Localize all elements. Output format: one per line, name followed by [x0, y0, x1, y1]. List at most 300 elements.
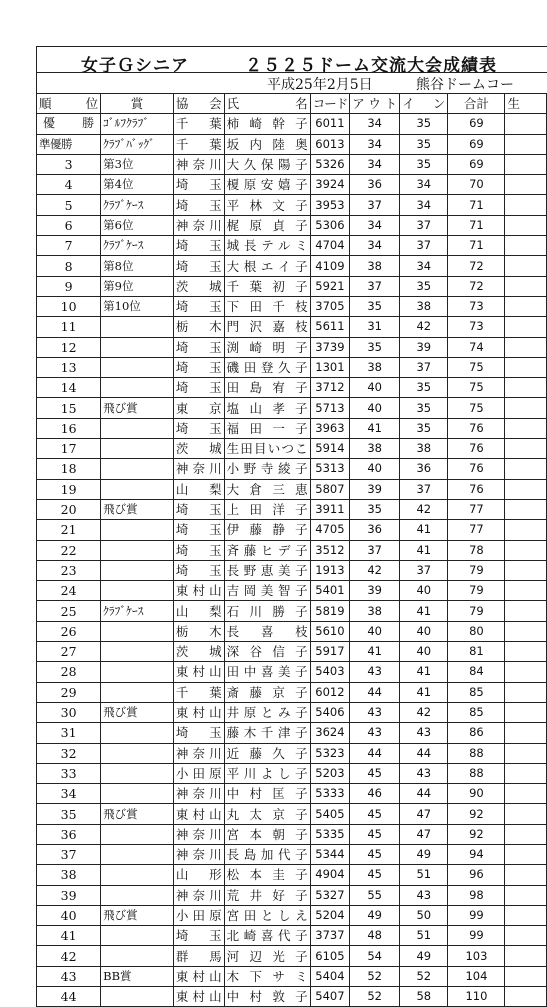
rank-cell: 12	[37, 337, 101, 357]
player-name-cell: 河辺光子	[224, 946, 310, 966]
code-cell: 5713	[310, 398, 350, 418]
code-cell: 5807	[310, 479, 350, 499]
association-cell: 千葉	[173, 114, 224, 134]
total-score-cell: 85	[448, 682, 505, 702]
prize-cell	[101, 337, 174, 357]
rank-cell: 8	[37, 256, 101, 276]
rank-cell: 優勝	[37, 114, 101, 134]
prize-cell: 飛び賞	[101, 499, 174, 519]
out-score-cell: 41	[350, 642, 400, 662]
association-cell: 神奈川	[173, 824, 224, 844]
player-name-cell: 上田洋子	[224, 499, 310, 519]
rank-cell: 43	[37, 966, 101, 986]
association-cell: 神奈川	[173, 154, 224, 174]
date-venue-row	[36, 72, 547, 93]
out-score-cell: 35	[350, 337, 400, 357]
col-out-header: アウト	[350, 94, 400, 114]
prize-cell	[101, 357, 174, 377]
out-score-cell: 48	[350, 926, 400, 946]
rank-cell: 3	[37, 154, 101, 174]
rank-cell: 23	[37, 560, 101, 580]
rank-cell: 21	[37, 520, 101, 540]
birth-cell	[505, 459, 547, 479]
association-cell: 東村山	[173, 804, 224, 824]
in-score-cell: 42	[400, 702, 448, 722]
code-cell: 4705	[310, 520, 350, 540]
out-score-cell: 42	[350, 560, 400, 580]
association-cell: 群馬	[173, 946, 224, 966]
birth-cell	[505, 946, 547, 966]
player-name-cell: 生田目いつこ	[224, 439, 310, 459]
in-score-cell: 58	[400, 987, 448, 1007]
rank-cell: 19	[37, 479, 101, 499]
prize-cell: 飛び賞	[101, 398, 174, 418]
event-title: ２５２５ドーム交流大会成績表	[245, 56, 497, 76]
birth-cell	[505, 763, 547, 783]
association-cell: 神奈川	[173, 885, 224, 905]
association-cell: 埼玉	[173, 723, 224, 743]
table-row	[37, 296, 547, 316]
table-row	[37, 276, 547, 296]
prize-cell	[101, 418, 174, 438]
prize-cell	[101, 865, 174, 885]
in-score-cell: 44	[400, 743, 448, 763]
table-row	[37, 175, 547, 195]
total-score-cell: 81	[448, 642, 505, 662]
total-score-cell: 76	[448, 459, 505, 479]
col-birth-header: 生	[505, 94, 547, 114]
player-name-cell: 松本圭子	[224, 865, 310, 885]
birth-cell	[505, 784, 547, 804]
table-row	[37, 236, 547, 256]
table-row	[37, 601, 547, 621]
birth-cell	[505, 621, 547, 641]
prize-cell	[101, 439, 174, 459]
out-score-cell: 43	[350, 723, 400, 743]
prize-cell: 第6位	[101, 215, 174, 235]
in-score-cell: 35	[400, 378, 448, 398]
birth-cell	[505, 824, 547, 844]
association-cell: 東村山	[173, 581, 224, 601]
player-name-cell: 長野恵美子	[224, 560, 310, 580]
rank-cell: 37	[37, 844, 101, 864]
out-score-cell: 43	[350, 662, 400, 682]
player-name-cell: 平林文子	[224, 195, 310, 215]
birth-cell	[505, 378, 547, 398]
total-score-cell: 78	[448, 540, 505, 560]
total-score-cell: 77	[448, 499, 505, 519]
code-cell: 5327	[310, 885, 350, 905]
table-row	[37, 459, 547, 479]
code-cell: 6105	[310, 946, 350, 966]
table-row	[37, 479, 547, 499]
player-name-cell: 斉藤ヒデ子	[224, 540, 310, 560]
association-cell: 山梨	[173, 479, 224, 499]
player-name-cell: 長喜枝	[224, 621, 310, 641]
rank-cell: 31	[37, 723, 101, 743]
birth-cell	[505, 966, 547, 986]
out-score-cell: 40	[350, 621, 400, 641]
player-name-cell: 小野寺綾子	[224, 459, 310, 479]
player-name-cell: 塩山孝子	[224, 398, 310, 418]
prize-cell: 第9位	[101, 276, 174, 296]
total-score-cell: 80	[448, 621, 505, 641]
birth-cell	[505, 844, 547, 864]
table-row	[37, 824, 547, 844]
in-score-cell: 40	[400, 621, 448, 641]
prize-cell	[101, 763, 174, 783]
birth-cell	[505, 885, 547, 905]
rank-cell: 44	[37, 987, 101, 1007]
col-code-header: コード	[310, 94, 350, 114]
birth-cell	[505, 662, 547, 682]
out-score-cell: 52	[350, 966, 400, 986]
rank-cell: 29	[37, 682, 101, 702]
code-cell: 3911	[310, 499, 350, 519]
player-name-cell: 下田千枝	[224, 296, 310, 316]
out-score-cell: 34	[350, 154, 400, 174]
out-score-cell: 37	[350, 195, 400, 215]
in-score-cell: 37	[400, 357, 448, 377]
player-name-cell: 梶原貞子	[224, 215, 310, 235]
out-score-cell: 35	[350, 296, 400, 316]
total-score-cell: 69	[448, 114, 505, 134]
out-score-cell: 44	[350, 682, 400, 702]
table-row	[37, 114, 547, 134]
table-row	[37, 499, 547, 519]
rank-cell: 41	[37, 926, 101, 946]
table-row	[37, 642, 547, 662]
total-score-cell: 79	[448, 601, 505, 621]
player-name-cell: 藤木千津子	[224, 723, 310, 743]
player-name-cell: 福田一子	[224, 418, 310, 438]
total-score-cell: 79	[448, 560, 505, 580]
code-cell: 5335	[310, 824, 350, 844]
player-name-cell: 門沢嘉枝	[224, 317, 310, 337]
birth-cell	[505, 296, 547, 316]
prize-cell: ｸﾗﾌﾞﾊﾞｯｸﾞ	[101, 134, 174, 154]
prize-cell: ｺﾞﾙﾌｸﾗﾌﾞ	[101, 114, 174, 134]
code-cell: 4904	[310, 865, 350, 885]
code-cell: 3953	[310, 195, 350, 215]
out-score-cell: 54	[350, 946, 400, 966]
out-score-cell: 45	[350, 804, 400, 824]
table-row	[37, 662, 547, 682]
in-score-cell: 36	[400, 459, 448, 479]
prize-cell	[101, 824, 174, 844]
total-score-cell: 76	[448, 479, 505, 499]
code-cell: 4109	[310, 256, 350, 276]
in-score-cell: 37	[400, 215, 448, 235]
association-cell: 東村山	[173, 662, 224, 682]
prize-cell: BB賞	[101, 966, 174, 986]
table-row	[37, 134, 547, 154]
total-score-cell: 88	[448, 743, 505, 763]
col-in-header: イン	[400, 94, 448, 114]
prize-cell	[101, 642, 174, 662]
table-row	[37, 905, 547, 925]
code-cell: 3712	[310, 378, 350, 398]
code-cell: 3737	[310, 926, 350, 946]
code-cell: 5819	[310, 601, 350, 621]
association-cell: 埼玉	[173, 236, 224, 256]
rank-cell: 25	[37, 601, 101, 621]
results-table	[36, 93, 547, 1007]
out-score-cell: 39	[350, 581, 400, 601]
rank-cell: 17	[37, 439, 101, 459]
total-score-cell: 99	[448, 905, 505, 925]
association-cell: 埼玉	[173, 520, 224, 540]
player-name-cell: 伊藤静子	[224, 520, 310, 540]
birth-cell	[505, 357, 547, 377]
in-score-cell: 34	[400, 175, 448, 195]
out-score-cell: 34	[350, 114, 400, 134]
player-name-cell: 深谷信子	[224, 642, 310, 662]
in-score-cell: 35	[400, 114, 448, 134]
out-score-cell: 52	[350, 987, 400, 1007]
rank-cell: 34	[37, 784, 101, 804]
rank-cell: 27	[37, 642, 101, 662]
total-score-cell: 103	[448, 946, 505, 966]
code-cell: 3624	[310, 723, 350, 743]
birth-cell	[505, 540, 547, 560]
association-cell: 茨城	[173, 276, 224, 296]
col-pref-header: 協会	[173, 94, 224, 114]
in-score-cell: 44	[400, 784, 448, 804]
rank-cell: 11	[37, 317, 101, 337]
out-score-cell: 35	[350, 499, 400, 519]
table-row	[37, 520, 547, 540]
total-score-cell: 92	[448, 824, 505, 844]
player-name-cell: 田島宥子	[224, 378, 310, 398]
player-name-cell: 宮田としえ	[224, 905, 310, 925]
out-score-cell: 38	[350, 439, 400, 459]
prize-cell: 第4位	[101, 175, 174, 195]
rank-cell: 16	[37, 418, 101, 438]
out-score-cell: 55	[350, 885, 400, 905]
code-cell: 5401	[310, 581, 350, 601]
total-score-cell: 85	[448, 702, 505, 722]
total-score-cell: 90	[448, 784, 505, 804]
birth-cell	[505, 418, 547, 438]
rank-cell: 36	[37, 824, 101, 844]
player-name-cell: 斎藤京子	[224, 682, 310, 702]
rank-cell: 13	[37, 357, 101, 377]
prize-cell	[101, 926, 174, 946]
birth-cell	[505, 256, 547, 276]
code-cell: 3512	[310, 540, 350, 560]
rank-cell: 14	[37, 378, 101, 398]
out-score-cell: 45	[350, 865, 400, 885]
birth-cell	[505, 702, 547, 722]
rank-cell: 9	[37, 276, 101, 296]
in-score-cell: 38	[400, 296, 448, 316]
col-total-header: 合計	[448, 94, 505, 114]
total-score-cell: 73	[448, 296, 505, 316]
code-cell: 5610	[310, 621, 350, 641]
rank-cell: 28	[37, 662, 101, 682]
prize-cell	[101, 459, 174, 479]
code-cell: 5203	[310, 763, 350, 783]
out-score-cell: 34	[350, 215, 400, 235]
rank-cell: 35	[37, 804, 101, 824]
association-cell: 埼玉	[173, 378, 224, 398]
in-score-cell: 34	[400, 256, 448, 276]
prize-cell	[101, 479, 174, 499]
birth-cell	[505, 601, 547, 621]
out-score-cell: 36	[350, 175, 400, 195]
in-score-cell: 47	[400, 824, 448, 844]
birth-cell	[505, 723, 547, 743]
code-cell: 5204	[310, 905, 350, 925]
in-score-cell: 40	[400, 642, 448, 662]
birth-cell	[505, 398, 547, 418]
total-score-cell: 70	[448, 175, 505, 195]
in-score-cell: 51	[400, 926, 448, 946]
table-row	[37, 256, 547, 276]
birth-cell	[505, 276, 547, 296]
total-score-cell: 75	[448, 398, 505, 418]
player-name-cell: 坂内陸奥	[224, 134, 310, 154]
code-cell: 5405	[310, 804, 350, 824]
birth-cell	[505, 195, 547, 215]
association-cell: 埼玉	[173, 560, 224, 580]
table-row	[37, 337, 547, 357]
code-cell: 5407	[310, 987, 350, 1007]
code-cell: 5313	[310, 459, 350, 479]
association-cell: 埼玉	[173, 337, 224, 357]
association-cell: 埼玉	[173, 926, 224, 946]
player-name-cell: 近藤久子	[224, 743, 310, 763]
prize-cell	[101, 682, 174, 702]
association-cell: 栃木	[173, 621, 224, 641]
table-row	[37, 378, 547, 398]
birth-cell	[505, 987, 547, 1007]
rank-cell: 10	[37, 296, 101, 316]
in-score-cell: 35	[400, 276, 448, 296]
in-score-cell: 49	[400, 844, 448, 864]
code-cell: 3739	[310, 337, 350, 357]
prize-cell: ｸﾗﾌﾞｹｰｽ	[101, 195, 174, 215]
in-score-cell: 42	[400, 317, 448, 337]
code-cell: 5344	[310, 844, 350, 864]
prize-cell	[101, 743, 174, 763]
in-score-cell: 42	[400, 499, 448, 519]
in-score-cell: 41	[400, 601, 448, 621]
association-cell: 小田原	[173, 763, 224, 783]
association-cell: 千葉	[173, 134, 224, 154]
table-row	[37, 946, 547, 966]
total-score-cell: 76	[448, 418, 505, 438]
table-row	[37, 865, 547, 885]
player-name-cell: 石川勝子	[224, 601, 310, 621]
prize-cell	[101, 560, 174, 580]
in-score-cell: 37	[400, 236, 448, 256]
association-cell: 神奈川	[173, 215, 224, 235]
total-score-cell: 71	[448, 215, 505, 235]
player-name-cell: 渕崎明子	[224, 337, 310, 357]
player-name-cell: 千葉初子	[224, 276, 310, 296]
in-score-cell: 41	[400, 540, 448, 560]
birth-cell	[505, 804, 547, 824]
birth-cell	[505, 926, 547, 946]
in-score-cell: 39	[400, 337, 448, 357]
association-cell: 埼玉	[173, 296, 224, 316]
total-score-cell: 75	[448, 378, 505, 398]
birth-cell	[505, 215, 547, 235]
code-cell: 4704	[310, 236, 350, 256]
code-cell: 3963	[310, 418, 350, 438]
prize-cell	[101, 540, 174, 560]
table-row	[37, 926, 547, 946]
rank-cell: 32	[37, 743, 101, 763]
in-score-cell: 40	[400, 581, 448, 601]
table-row	[37, 418, 547, 438]
rank-cell: 5	[37, 195, 101, 215]
table-row	[37, 987, 547, 1007]
in-score-cell: 43	[400, 723, 448, 743]
prize-cell	[101, 621, 174, 641]
player-name-cell: 大根エイ子	[224, 256, 310, 276]
code-cell: 5914	[310, 439, 350, 459]
total-score-cell: 69	[448, 134, 505, 154]
player-name-cell: 平川よし子	[224, 763, 310, 783]
in-score-cell: 43	[400, 763, 448, 783]
prize-cell	[101, 317, 174, 337]
birth-cell	[505, 865, 547, 885]
player-name-cell: 吉岡美智子	[224, 581, 310, 601]
code-cell: 6011	[310, 114, 350, 134]
out-score-cell: 31	[350, 317, 400, 337]
rank-cell: 22	[37, 540, 101, 560]
code-cell: 5323	[310, 743, 350, 763]
table-row	[37, 763, 547, 783]
out-score-cell: 36	[350, 520, 400, 540]
code-cell: 5917	[310, 642, 350, 662]
total-score-cell: 110	[448, 987, 505, 1007]
rank-cell: 15	[37, 398, 101, 418]
birth-cell	[505, 499, 547, 519]
total-score-cell: 92	[448, 804, 505, 824]
birth-cell	[505, 479, 547, 499]
birth-cell	[505, 560, 547, 580]
birth-cell	[505, 114, 547, 134]
code-cell: 3705	[310, 296, 350, 316]
table-row	[37, 540, 547, 560]
total-score-cell: 84	[448, 662, 505, 682]
rank-cell: 30	[37, 702, 101, 722]
player-name-cell: 中村敦子	[224, 987, 310, 1007]
code-cell: 5921	[310, 276, 350, 296]
prize-cell	[101, 844, 174, 864]
table-row	[37, 357, 547, 377]
prize-cell: 飛び賞	[101, 804, 174, 824]
table-row	[37, 723, 547, 743]
birth-cell	[505, 682, 547, 702]
code-cell: 6013	[310, 134, 350, 154]
prize-cell	[101, 581, 174, 601]
title-row	[36, 46, 547, 76]
birth-cell	[505, 317, 547, 337]
rank-cell: 4	[37, 175, 101, 195]
birth-cell	[505, 642, 547, 662]
out-score-cell: 45	[350, 844, 400, 864]
birth-cell	[505, 337, 547, 357]
total-score-cell: 71	[448, 236, 505, 256]
birth-cell	[505, 175, 547, 195]
association-cell: 神奈川	[173, 784, 224, 804]
association-cell: 東京	[173, 398, 224, 418]
